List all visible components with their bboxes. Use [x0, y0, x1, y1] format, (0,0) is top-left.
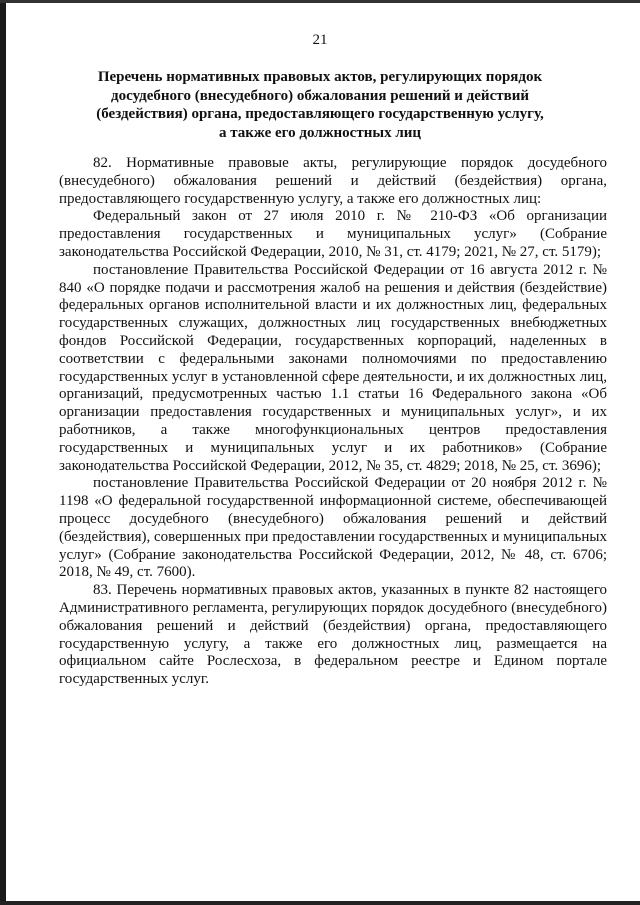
page-number: 21 [312, 32, 328, 48]
paragraph-resolution-840: постановление Правительства Российской Федерации от 16 августа 2012 г. № 840 «О порядке подачи и рассмотрения жалоб на решения и действия (бездействие) федеральных органов исполнительной власти и их должностных лиц, федеральных государственных служащих, должностных лиц государственных внебюджетных фондов Российской Федерации, государственных корпораций, наделенных в соответствии с федеральными законами полномочиями по предоставлению государственных услуг в установленной сфере деятельности, и их должностных лиц, организаций, предусмотренных частью 1.1 статьи 16 Федерального закона «Об организации предоставления государственных и муниципальных услуг», и их работников, а также многофункциональных центров предоставления государственных и муниципальных услуг и их работников» (Собрание законодательства Российской Федерации, 2012, № 35, ст. 4829; 2018, № 25, ст. 3696); [59, 261, 607, 474]
paragraph-83: 83. Перечень нормативных правовых актов, указанных в пункте 82 настоящего Административного регламента, регулирующих порядок досудебного (внесудебного) обжалования решений и действий (бездействия) органа, предоставляющего государственную услугу, а также его должностных лиц, размещается на официальном сайте Рослесхоза, в федеральном реестре и Едином портале государственных услуг. [59, 582, 607, 688]
section-heading: Перечень нормативных правовых актов, регулирующих порядок досудебного (внесудебного) обжалования решений и действий (бездействия) органа, предоставляющего государственную услугу, а также его должностных лиц [96, 69, 544, 141]
scan-border-bottom [0, 901, 640, 905]
document-body [59, 155, 607, 689]
scan-border-top [0, 0, 640, 3]
paragraph-federal-law-210: Федеральный закон от 27 июля 2010 г. № 210-ФЗ «Об организации предоставления государственных и муниципальных услуг» (Собрание законодательства Российской Федерации, 2010, № 31, ст. 4179; 2021, № 27, ст. 5179); [59, 208, 607, 260]
scan-border-left [0, 0, 6, 905]
paragraph-resolution-1198: постановление Правительства Российской Федерации от 20 ноября 2012 г. № 1198 «О федеральной государственной информационной системе, обеспечивающей процесс досудебного (внесудебного) обжалования решений и действий (бездействия), совершенных при предоставлении государственных и муниципальных услуг» (Собрание законодательства Российской Федерации, 2012, № 48, ст. 6706; 2018, № 49, ст. 7600). [59, 475, 607, 581]
paragraph-82-intro: 82. Нормативные правовые акты, регулирующие порядок досудебного (внесудебного) обжалования решений и действий (бездействия) органа, предоставляющего государственную услугу, а также его должностных лиц: [59, 155, 607, 207]
